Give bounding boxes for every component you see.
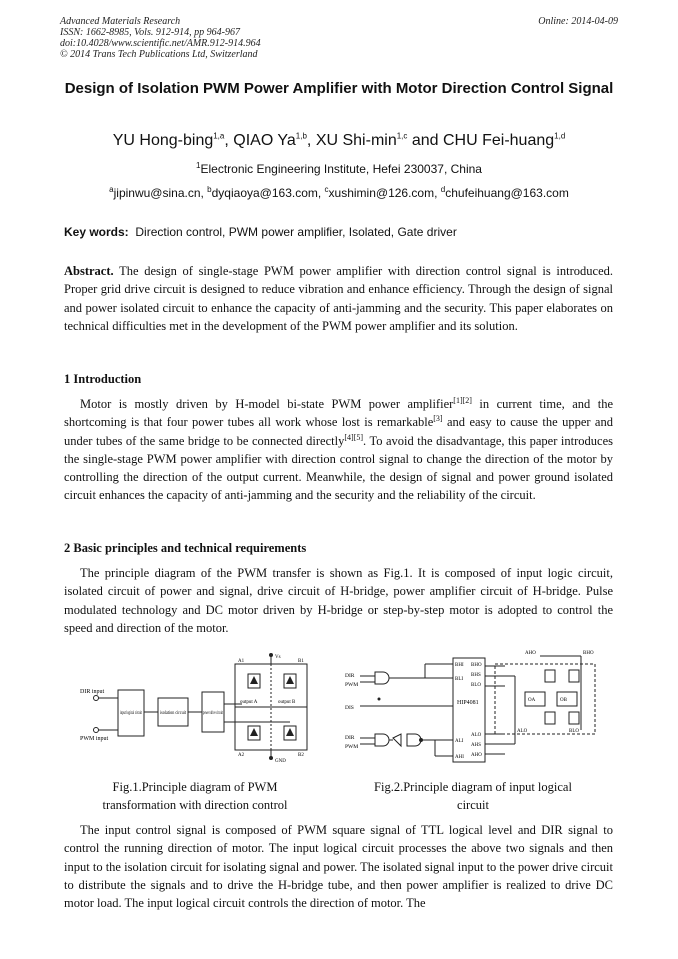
author-sup: 1,c <box>396 131 408 141</box>
keywords-label: Key words: <box>64 225 129 239</box>
abstract-text: The design of single-stage PWM power amplifier with direction control signal is introduced. Proper grid drive circuit is designed to reduce vibration and enhance efficiency. Through the design of signal and power isolated circuit to enhance the capacity of anti-jamming and the security. This paper elaborates on technical difficulties met in the development of the PWM power amplifier and its solution. <box>64 264 614 333</box>
email-link[interactable]: dyqiaoya@163.com <box>211 186 318 200</box>
pin-bho: BHO <box>471 663 482 668</box>
author-sup: 1,a <box>213 131 225 141</box>
isolation-block-label: isolation circuit <box>160 711 187 716</box>
pin-ahs: AHS <box>471 743 482 748</box>
ob-label: OB <box>560 698 567 703</box>
pin-aho: AHO <box>471 753 482 758</box>
top-bho-label: BHO <box>583 651 594 656</box>
pin-alo: ALO <box>471 733 482 738</box>
keywords <box>64 225 618 239</box>
dir-input-label: DIR input <box>80 689 105 695</box>
blo-node-label: BLO <box>569 729 579 734</box>
gnd-label: GND <box>275 759 286 764</box>
dir-label-2: DIR <box>345 735 355 741</box>
figure-1-diagram <box>80 650 340 768</box>
affiliation-text: Electronic Engineering Institute, Hefei 230037, China <box>200 162 482 176</box>
a2-label: A2 <box>238 753 245 758</box>
author-name: CHU Fei-huang <box>442 132 555 149</box>
pwm-label: PWM <box>345 682 359 688</box>
text-run: . To avoid the disadvantage, this paper introduces the single-stage PWM power amplifier with direction control signal to change the direction of the motor by controlling the direction of the output current. Meanwhile, the design of signal and power ground isolated circuit enhances the capacity of anti-jamming and the security and the reliability of the circuit. <box>64 433 613 503</box>
email-sup: c <box>324 185 329 194</box>
journal-name: Advanced Materials Research <box>60 16 181 27</box>
email-sup: b <box>207 185 212 194</box>
top-aho-label: AHO <box>525 651 536 656</box>
figure-2-diagram <box>345 646 613 768</box>
a1-label: A1 <box>238 659 245 664</box>
pwm-label-2: PWM <box>345 744 359 750</box>
pin-bhi: BHI <box>455 663 464 668</box>
chip-label: HIP4081 <box>457 700 479 706</box>
citation[interactable]: [1][2] <box>453 395 472 405</box>
pin-ahi: AHI <box>455 755 464 760</box>
paper-title: Design of Isolation PWM Power Amplifier with Motor Direction Control Signal <box>64 80 614 97</box>
email-sup: a <box>109 185 114 194</box>
keywords-text: Direction control, PWM power amplifier, Isolated, Gate driver <box>135 225 457 239</box>
b1-label: B1 <box>298 659 304 664</box>
paragraph: The principle diagram of the PWM transfer is shown as Fig.1. It is composed of input logic circuit, isolated circuit of power and signal, drive circuit of H-bridge, power amplifier circuit of H-bridge. Pulse modulated technology and DC motor driven by H-bridge or step-by-step motor is adopted to control the speed and direction of the motor. <box>64 566 613 635</box>
figure-2-caption: Fig.2.Principle diagram of input logical circuit <box>374 780 572 812</box>
email-link[interactable]: jipinwu@sina.cn <box>113 186 201 200</box>
section1-body <box>64 395 613 505</box>
section2-body <box>64 564 613 637</box>
paragraph: The input control signal is composed of PWM square signal of TTL logical level and DIR signal to control the running direction of motor. The input logical circuit processes the above two signals and then input to the isolation circuit for isolating signal and power. The isolated signal input to the power drive circuit to distribute the signals and to drive the H-bridge tube, and then power amplifier is realized to drive DC motor load. The input logical circuit controls the direction of motor. The <box>64 823 613 911</box>
dir-label: DIR <box>345 673 355 679</box>
author-sup: 1,d <box>554 131 566 141</box>
figure-1-caption: Fig.1.Principle diagram of PWM transformation with direction control <box>102 780 288 812</box>
drive-block-label: power drive circuit <box>203 711 224 716</box>
text-run: and easy to cause the upper and under tubes of the same bridge to be connected directly <box>64 415 613 448</box>
oa-label: OA <box>528 698 536 703</box>
section2-body-cont <box>64 821 613 912</box>
email-link[interactable]: xushimin@126.com <box>328 186 435 200</box>
affiliation <box>40 162 638 176</box>
citation[interactable]: [4][5] <box>344 432 364 442</box>
output-a-label: output A <box>240 700 258 705</box>
section-heading: 2 Basic principles and technical requirements <box>64 541 307 555</box>
logic-block-label: input logical circuit <box>120 711 143 716</box>
pin-bli: BLI <box>455 677 464 682</box>
alo-node-label: ALO <box>517 729 528 734</box>
abstract-label: Abstract. <box>64 264 114 278</box>
author-list: YU Hong-bing$^{1,a}$, QIAO Ya$^{1,b}$, XU Shi-$\min^{1,c}$ and CHU Fei-huang$^{1,d}$ <box>112 131 566 149</box>
email-sup: d <box>440 185 446 194</box>
author-name: XU Shi-min <box>315 132 397 149</box>
online-date: Online: 2014-04-09 <box>538 16 618 27</box>
dis-label: DIS <box>345 705 354 711</box>
issn: ISSN: 1662-8985, Vols. 912-914, pp 964-967 <box>60 27 240 38</box>
copyright: © 2014 Trans Tech Publications Ltd, Switzerland <box>60 49 258 60</box>
doi: doi:10.4028/www.scientific.net/AMR.912-914.964 <box>60 38 261 49</box>
author-name: QIAO Ya <box>233 132 296 149</box>
text-run: Motor is mostly driven by H-model bi-state PWM power amplifier <box>80 397 454 411</box>
author-name: YU Hong-bing <box>112 132 214 149</box>
pin-blo: BLO <box>471 683 481 688</box>
vs-label: Vs <box>275 655 281 660</box>
journal-header <box>60 16 618 60</box>
pwm-input-label: PWM input <box>80 736 109 742</box>
email-link[interactable]: chufeihuang@163.com <box>445 186 569 200</box>
text-run: in current time, and the shortcoming is that four power tubes all work whose lost is remarkable <box>64 397 614 430</box>
affiliation-sup: 1 <box>196 161 201 170</box>
output-b-label: output B <box>278 700 296 705</box>
pin-bhs: BHS <box>471 673 481 678</box>
citation[interactable]: [3] <box>433 414 443 424</box>
abstract <box>64 262 613 335</box>
email-list: $^a$jipinwu@sina.cn, $^b$dyqiaoya@163.com, $^c$xushimin@126.com, $^d$chufeihuang@163.com <box>109 185 569 200</box>
author-sup: 1,b <box>295 131 307 141</box>
section-heading: 1 Introduction <box>64 372 142 386</box>
pin-ali: ALI <box>455 739 464 744</box>
b2-label: B2 <box>298 753 304 758</box>
